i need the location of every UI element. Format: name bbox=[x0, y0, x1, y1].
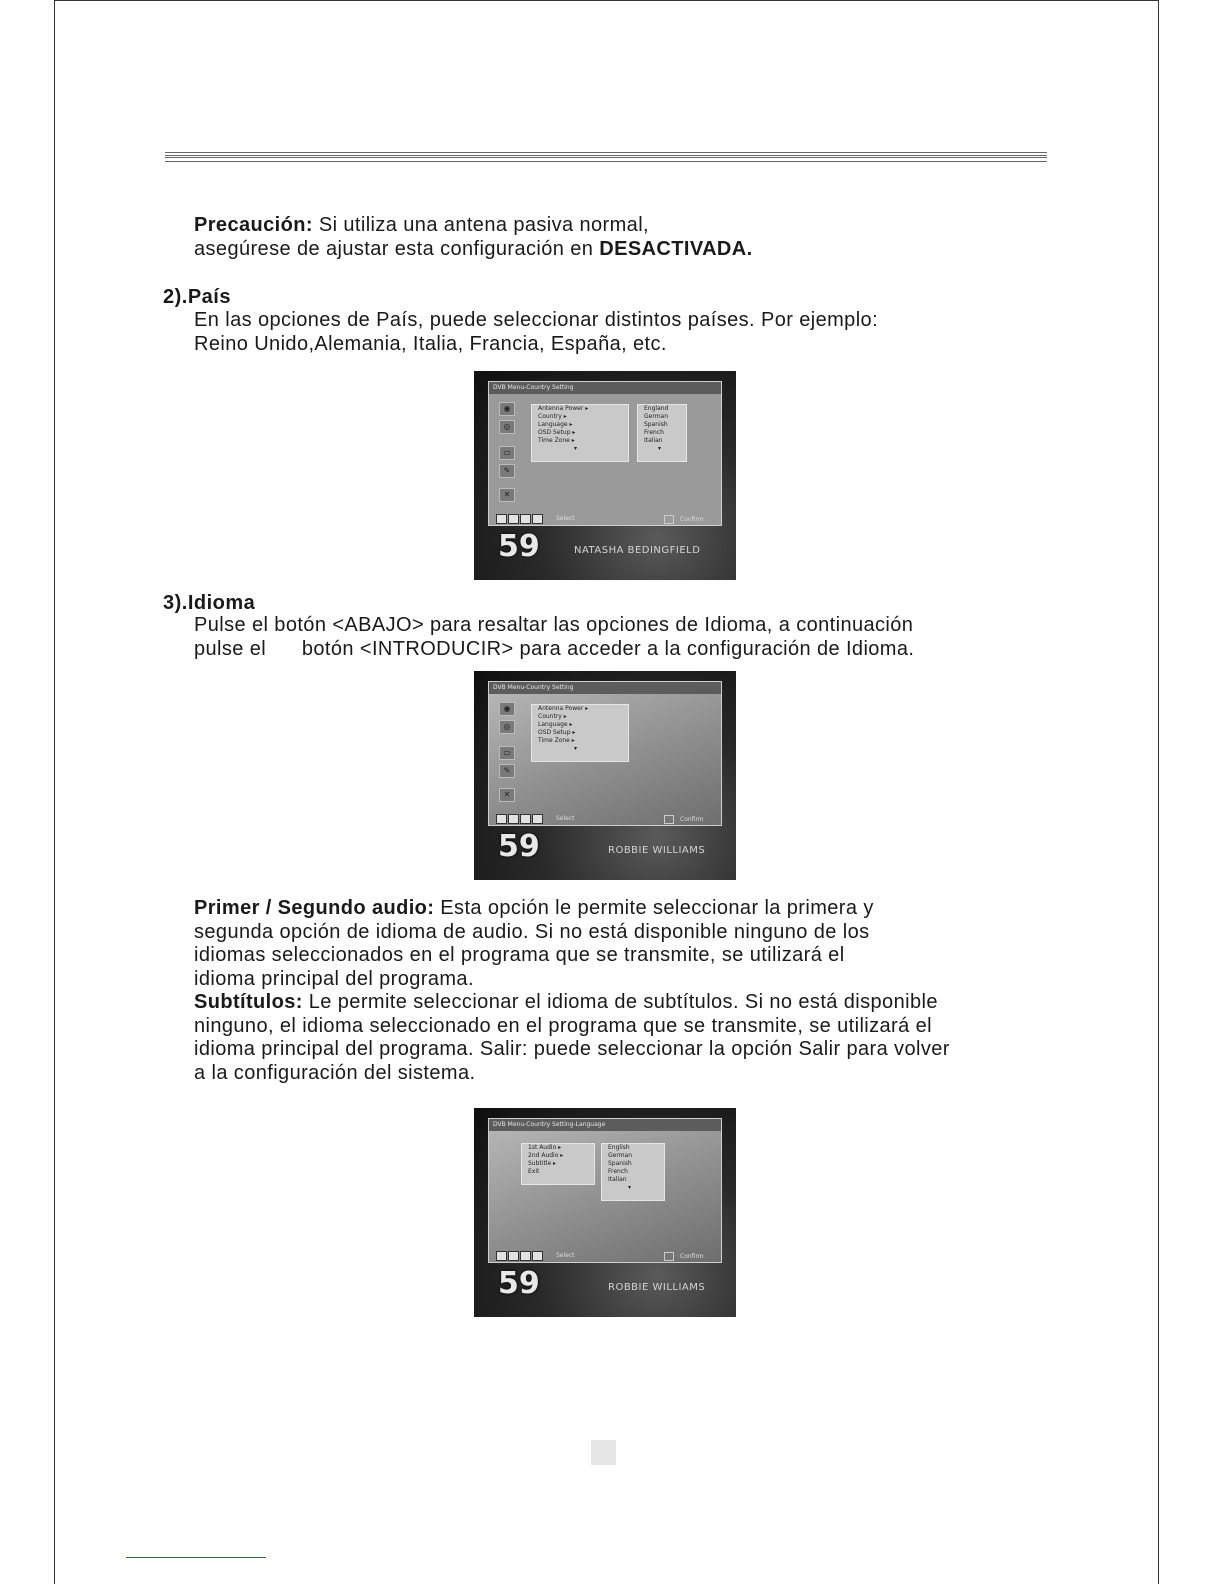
menu-item[interactable]: Time Zone ▸ bbox=[538, 437, 575, 444]
down-key-icon bbox=[532, 814, 543, 824]
audio-line-4: idioma principal del programa. bbox=[194, 968, 474, 990]
left-key-icon bbox=[496, 814, 507, 824]
options-scroll-arrow[interactable]: ▾ bbox=[658, 445, 662, 452]
menu-scroll-arrow[interactable]: ▾ bbox=[574, 745, 578, 752]
confirm-label: Confirm bbox=[680, 816, 704, 823]
audio-line-3: idiomas seleccionados en el programa que se transmite, se utilizará el bbox=[194, 944, 845, 966]
up-key-icon bbox=[520, 514, 531, 524]
osd-title: DVB Menu-Country Setting bbox=[489, 682, 721, 694]
menu-item[interactable]: 2nd Audio ▸ bbox=[528, 1152, 564, 1159]
menu-item[interactable]: Country ▸ bbox=[538, 713, 567, 720]
select-hint: Select bbox=[556, 515, 575, 522]
section-country-heading: 2).País bbox=[163, 286, 231, 308]
down-key-icon bbox=[532, 514, 543, 524]
subtitles-line-3: idioma principal del programa. Salir: puede seleccionar la opción Salir para volver bbox=[194, 1038, 950, 1060]
subtitles-line-4: a la configuración del sistema. bbox=[194, 1062, 476, 1084]
tools-icon: ✎ bbox=[499, 764, 515, 778]
menu-item[interactable]: 1st Audio ▸ bbox=[528, 1144, 562, 1151]
menu-scroll-arrow[interactable]: ▾ bbox=[574, 445, 578, 452]
audio-line-2: segunda opción de idioma de audio. Si no está disponible ninguno de los bbox=[194, 921, 870, 943]
channel-number: 59 bbox=[498, 1266, 540, 1301]
option-item[interactable]: French bbox=[644, 429, 664, 436]
artist-name: ROBBIE WILLIAMS bbox=[608, 1282, 706, 1293]
option-item[interactable]: Italian bbox=[608, 1176, 627, 1183]
osd-window bbox=[488, 681, 722, 826]
right-key-icon bbox=[508, 814, 519, 824]
menu-item[interactable]: Antenna Power ▸ bbox=[538, 405, 589, 412]
caution-text-2: asegúrese de ajustar esta configuración en bbox=[194, 238, 600, 260]
options-scroll-arrow[interactable]: ▾ bbox=[628, 1184, 632, 1191]
audio-text-1: Esta opción le permite seleccionar la primera y bbox=[434, 897, 874, 919]
option-item[interactable]: French bbox=[608, 1168, 628, 1175]
down-key-icon bbox=[532, 1251, 543, 1261]
right-key-icon bbox=[508, 1251, 519, 1261]
country-options-list bbox=[637, 404, 687, 462]
caution-label: Precaución: bbox=[194, 214, 313, 236]
channel-number: 59 bbox=[498, 529, 540, 564]
option-item[interactable]: Spanish bbox=[644, 421, 668, 428]
menu-item[interactable]: Subtitle ▸ bbox=[528, 1160, 557, 1167]
audio-setting-screenshot bbox=[474, 1108, 736, 1317]
caution-emphasis: DESACTIVADA. bbox=[599, 238, 753, 260]
picture-icon: ▭ bbox=[499, 446, 515, 460]
left-key-icon bbox=[496, 1251, 507, 1261]
satellite-icon: ◉ bbox=[499, 702, 515, 716]
enter-key-icon bbox=[664, 1252, 674, 1261]
menu-item[interactable]: OSD Setup ▸ bbox=[538, 429, 576, 436]
disc-icon: ◎ bbox=[499, 420, 515, 434]
menu-item[interactable]: Time Zone ▸ bbox=[538, 737, 575, 744]
left-key-icon bbox=[496, 514, 507, 524]
right-key-icon bbox=[508, 514, 519, 524]
osd-sidebar bbox=[497, 702, 515, 802]
subtitles-label: Subtítulos: bbox=[194, 991, 303, 1013]
section-country-line-1: En las opciones de País, puede seleccionar distintos países. Por ejemplo: bbox=[194, 309, 879, 331]
up-key-icon bbox=[520, 1251, 531, 1261]
nav-keys bbox=[496, 1251, 544, 1261]
section-language-line-1: Pulse el botón <ABAJO> para resaltar las opciones de Idioma, a continuación bbox=[194, 614, 914, 636]
language-menu bbox=[521, 1143, 595, 1185]
section-language-heading: 3).Idioma bbox=[163, 592, 256, 614]
osd-title: DVB Menu-Country Setting-Language bbox=[489, 1119, 721, 1131]
country-setting-screenshot bbox=[474, 371, 736, 580]
caution-line-1 bbox=[194, 214, 649, 238]
language-options-list bbox=[601, 1143, 665, 1201]
header-rule bbox=[165, 152, 1047, 162]
menu-item[interactable]: Language ▸ bbox=[538, 421, 573, 428]
enter-key-icon bbox=[664, 515, 674, 524]
up-key-icon bbox=[520, 814, 531, 824]
osd-sidebar bbox=[497, 402, 515, 502]
menu-item[interactable]: Country ▸ bbox=[538, 413, 567, 420]
channel-number: 59 bbox=[498, 829, 540, 864]
menu-item[interactable]: Language ▸ bbox=[538, 721, 573, 728]
caution-text-1: Si utiliza una antena pasiva normal, bbox=[312, 214, 649, 236]
confirm-hint bbox=[664, 815, 704, 824]
page-border-right bbox=[1158, 0, 1159, 1584]
select-hint: Select bbox=[556, 815, 575, 822]
exit-icon: ✕ bbox=[499, 788, 515, 802]
enter-key-icon bbox=[664, 815, 674, 824]
menu-item[interactable]: Exit bbox=[528, 1168, 540, 1175]
option-item[interactable]: German bbox=[608, 1152, 633, 1159]
satellite-icon: ◉ bbox=[499, 402, 515, 416]
settings-menu bbox=[531, 704, 629, 762]
section-language-line-2: pulse el botón <INTRODUCIR> para acceder a la configuración de Idioma. bbox=[194, 638, 915, 660]
select-hint: Select bbox=[556, 1252, 575, 1259]
section-country-line-2: Reino Unido,Alemania, Italia, Francia, España, etc. bbox=[194, 333, 667, 355]
exit-icon: ✕ bbox=[499, 488, 515, 502]
artist-name: ROBBIE WILLIAMS bbox=[608, 845, 706, 856]
disc-icon: ◎ bbox=[499, 720, 515, 734]
picture-icon: ▭ bbox=[499, 746, 515, 760]
option-item[interactable]: England bbox=[644, 405, 669, 412]
menu-item[interactable]: OSD Setup ▸ bbox=[538, 729, 576, 736]
subtitles-line-2: ninguno, el idioma seleccionado en el programa que se transmite, se utilizará el bbox=[194, 1015, 932, 1037]
settings-menu bbox=[531, 404, 629, 462]
osd-window bbox=[488, 1118, 722, 1263]
page-border-left bbox=[54, 0, 55, 1584]
language-setting-screenshot bbox=[474, 671, 736, 880]
audio-label: Primer / Segundo audio: bbox=[194, 897, 435, 919]
confirm-hint bbox=[664, 1252, 704, 1261]
option-item[interactable]: Italian bbox=[644, 437, 663, 444]
page-border bbox=[54, 0, 1159, 1]
confirm-label: Confirm bbox=[680, 1253, 704, 1260]
osd-title: DVB Menu-Country Setting bbox=[489, 382, 721, 394]
caution-line-2 bbox=[194, 238, 753, 262]
artist-name: NATASHA BEDINGFIELD bbox=[574, 545, 701, 556]
audio-line-1 bbox=[194, 897, 874, 921]
osd-window bbox=[488, 381, 722, 526]
subtitles-line-1 bbox=[194, 991, 938, 1015]
nav-keys bbox=[496, 514, 544, 524]
menu-item[interactable]: Antenna Power ▸ bbox=[538, 705, 589, 712]
option-item[interactable]: Spanish bbox=[608, 1160, 632, 1167]
tools-icon: ✎ bbox=[499, 464, 515, 478]
nav-keys bbox=[496, 814, 544, 824]
option-item[interactable]: English bbox=[608, 1144, 630, 1151]
option-item[interactable]: German bbox=[644, 413, 669, 420]
confirm-hint bbox=[664, 515, 704, 524]
subtitles-text-1: Le permite seleccionar el idioma de subtítulos. Si no está disponible bbox=[302, 991, 938, 1013]
confirm-label: Confirm bbox=[680, 516, 704, 523]
page-number-box bbox=[591, 1440, 616, 1465]
footer-line bbox=[126, 1557, 266, 1558]
